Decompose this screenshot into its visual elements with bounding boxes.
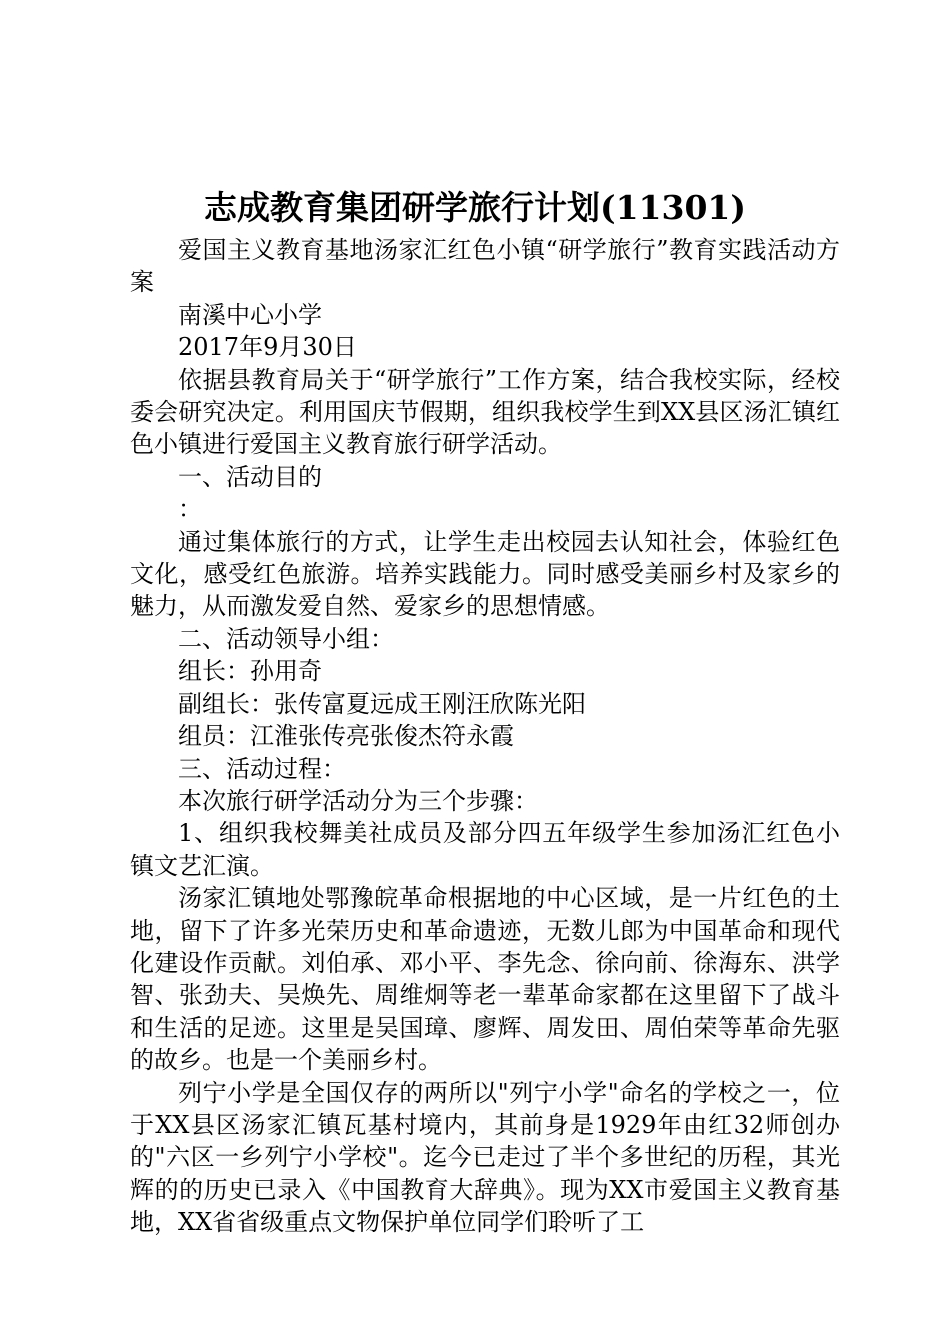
paragraph-plan-subtitle: 爱国主义教育基地汤家汇红色小镇“研学旅行”教育实践活动方案 bbox=[130, 236, 840, 297]
paragraph-step-1: 1、组织我校舞美社成员及部分四五年级学生参加汤汇红色小镇文艺汇演。 bbox=[130, 819, 840, 880]
section-heading-purpose: 一、活动目的 bbox=[178, 462, 322, 491]
section-heading-process: 三、活动过程： bbox=[178, 754, 346, 783]
paragraph-school-name: 南溪中心小学 bbox=[178, 300, 322, 329]
paragraph-members: 组员：江淮张传亮张俊杰符永霞 bbox=[178, 722, 514, 751]
paragraph-leader: 组长：孙用奇 bbox=[178, 657, 322, 686]
document-title: 志成教育集团研学旅行计划(11301) bbox=[203, 188, 747, 227]
section-heading-leadership: 二、活动领导小组： bbox=[178, 624, 394, 653]
paragraph-steps-intro: 本次旅行研学活动分为三个步骤： bbox=[178, 786, 538, 815]
document-body bbox=[130, 234, 840, 1239]
paragraph-colon: ： bbox=[178, 495, 202, 524]
paragraph-tangjiahui: 汤家汇镇地处鄂豫皖革命根据地的中心区域，是一片红色的土地，留下了许多光荣历史和革命遗迹，无数儿郎为中国革命和现代化建设作贡献。刘伯承、邓小平、李先念、徐向前、徐海东、洪学智、张劲夫、吴焕先、周维炯等老一辈革命家都在这里留下了战斗和生活的足迹。这里是吴国璋、廖辉、周发田、周伯荣等革命先驱的故乡。也是一个美丽乡村。 bbox=[130, 884, 840, 1075]
paragraph-deputy-leaders: 副组长：张传富夏远成王刚汪欣陈光阳 bbox=[178, 689, 586, 718]
paragraph-intro: 依据县教育局关于“研学旅行”工作方案，结合我校实际，经校委会研究决定。利用国庆节假期，组织我校学生到XX县区汤汇镇红色小镇进行爱国主义教育旅行研学活动。 bbox=[130, 365, 840, 459]
paragraph-lenin-school: 列宁小学是全国仅存的两所以"列宁小学"命名的学校之一，位于XX县区汤家汇镇瓦基村境内，其前身是1929年由红32师创办的"六区一乡列宁小学校"。迄今已走过了半个多世纪的历程，其光辉的的历史已录入《中国教育大辞典》。现为XX市爱国主义教育基地，XX省省级重点文物保护单位同学们聆听了工 bbox=[130, 1078, 840, 1237]
paragraph-date: 2017年9月30日 bbox=[178, 333, 357, 362]
paragraph-purpose: 通过集体旅行的方式，让学生走出校园去认知社会，体验红色文化，感受红色旅游。培养实践能力。同时感受美丽乡村及家乡的魅力，从而激发爱自然、爱家乡的思想情感。 bbox=[130, 527, 840, 621]
